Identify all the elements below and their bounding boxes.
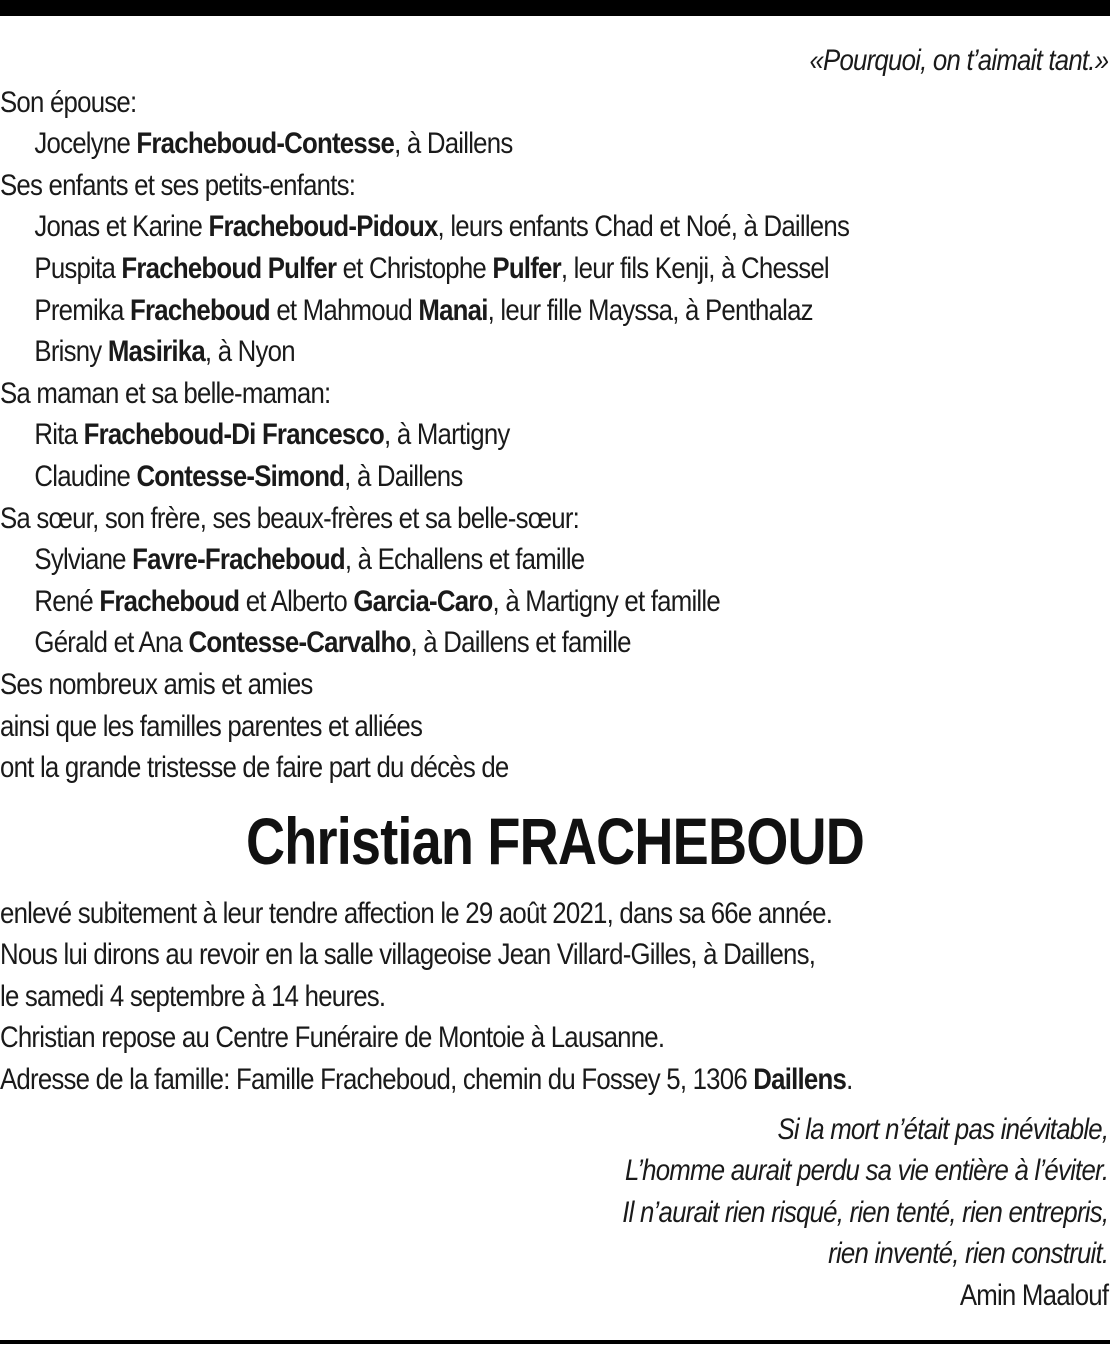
family-name: Contesse-Carvalho xyxy=(188,626,411,660)
family-name: Fracheboud-Pidoux xyxy=(208,210,438,244)
poem-line: Il n’aurait rien risqué, rien tenté, rien entrepris, xyxy=(622,1195,1109,1229)
family-name: Masirika xyxy=(107,335,205,369)
family-member-line: Jocelyne Fracheboud-Contesse, à Daillens xyxy=(34,127,513,161)
family-member-line: Jonas et Karine Fracheboud-Pidoux, leurs enfants Chad et Noé, à Daillens xyxy=(34,210,850,244)
family-name: Garcia-Caro xyxy=(353,584,493,618)
family-name: Manai xyxy=(418,293,488,327)
family-name: Pulfer xyxy=(492,251,561,285)
top-border-rule xyxy=(0,0,1110,16)
epigraph: «Pourquoi, on t’aimait tant.» xyxy=(809,44,1109,77)
family-name: Favre-Fracheboud xyxy=(132,543,345,577)
poem-line: rien inventé, rien construit. xyxy=(828,1237,1109,1271)
bottom-border-rule xyxy=(0,1340,1110,1344)
family-member-line: Claudine Contesse-Simond, à Daillens xyxy=(34,459,463,493)
announcement-line: ainsi que les familles parentes et alliées xyxy=(0,709,423,743)
details-line: Nous lui dirons au revoir en la salle villageoise Jean Villard-Gilles, à Daillens, xyxy=(0,938,816,972)
family-member-line: Brisny Masirika, à Nyon xyxy=(34,335,295,369)
poem-line: Si la mort n’était pas inévitable, xyxy=(777,1112,1109,1146)
details-line: enlevé subitement à leur tendre affection le 29 août 2021, dans sa 66e année. xyxy=(0,896,833,930)
mothers-heading: Sa maman et sa belle-maman: xyxy=(0,376,331,410)
details-line: le samedi 4 septembre à 14 heures. xyxy=(0,979,386,1013)
family-name: Fracheboud Pulfer xyxy=(121,251,337,285)
poem-author: Amin Maalouf xyxy=(959,1279,1109,1313)
family-address: Adresse de la famille: Famille Fracheboud, chemin du Fossey 5, 1306 Daillens. xyxy=(0,1063,853,1097)
poem-line: L’homme aurait perdu sa vie entière à l’éviter. xyxy=(625,1154,1109,1188)
children-heading: Ses enfants et ses petits-enfants: xyxy=(0,168,356,202)
family-name: Fracheboud xyxy=(99,584,240,618)
family-name: Fracheboud xyxy=(130,293,270,327)
family-member-line: Puspita Fracheboud Pulfer et Christophe Pulfer, leur fils Kenji, à Chessel xyxy=(34,251,829,285)
obituary-notice xyxy=(0,40,1110,1317)
family-name: Fracheboud-Contesse xyxy=(136,127,395,161)
family-member-line: René Fracheboud et Alberto Garcia-Caro, à Martigny et famille xyxy=(34,584,720,618)
family-name: Contesse-Simond xyxy=(136,459,345,493)
family-member-line: Sylviane Favre-Fracheboud, à Echallens et famille xyxy=(34,543,585,577)
announcement-line: Ses nombreux amis et amies xyxy=(0,667,313,701)
family-name: Fracheboud-Di Francesco xyxy=(83,418,385,452)
announcement-line: ont la grande tristesse de faire part du décès de xyxy=(0,751,509,785)
family-member-line: Rita Fracheboud-Di Francesco, à Martigny xyxy=(34,418,510,452)
family-member-line: Premika Fracheboud et Mahmoud Manai, leur fille Mayssa, à Penthalaz xyxy=(34,293,813,327)
family-member-line: Gérald et Ana Contesse-Carvalho, à Daillens et famille xyxy=(34,626,631,660)
address-locality: Daillens xyxy=(753,1063,847,1097)
siblings-heading: Sa sœur, son frère, ses beaux-frères et sa belle-sœur: xyxy=(0,501,580,535)
details-line: Christian repose au Centre Funéraire de Montoie à Lausanne. xyxy=(0,1021,665,1055)
deceased-name: Christian FRACHEBOUD xyxy=(245,803,865,878)
spouse-heading: Son épouse: xyxy=(0,85,137,119)
